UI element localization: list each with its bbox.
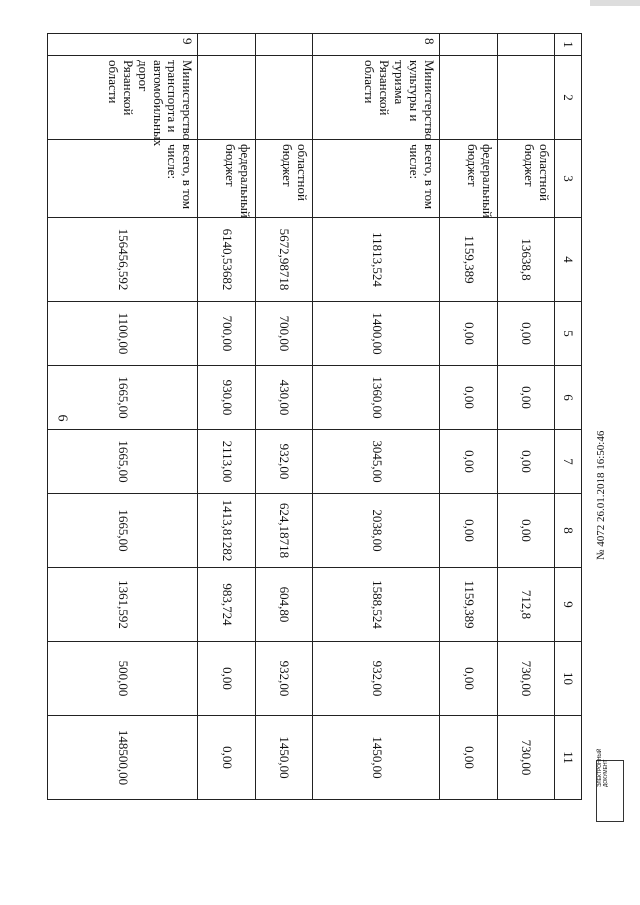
budget-table (47, 33, 582, 800)
organization-cell (255, 56, 312, 140)
header-cell-1: 1 (555, 34, 582, 56)
value-cell: 0,00 (497, 302, 554, 366)
value-cell: 0,00 (198, 716, 255, 800)
value-cell: 3045,00 (313, 430, 440, 494)
value-cell: 1665,00 (48, 366, 198, 430)
header-cell-5: 5 (555, 302, 582, 366)
page-number: 6 (54, 414, 70, 422)
value-cell: 1450,00 (313, 716, 440, 800)
value-cell: 983,724 (198, 568, 255, 642)
value-cell: 0,00 (440, 642, 497, 716)
value-cell: 1413,81282 (198, 494, 255, 568)
value-cell: 1159,389 (440, 568, 497, 642)
value-cell: 700,00 (198, 302, 255, 366)
header-cell-4: 4 (555, 218, 582, 302)
document-stamp-text: № 4072 26.01.2018 16:50:46 (595, 430, 607, 560)
table-row (497, 34, 554, 800)
funding-source-cell: областной бюджет (497, 140, 554, 218)
value-cell: 2113,00 (198, 430, 255, 494)
value-cell: 1588,524 (313, 568, 440, 642)
header-cell-9: 9 (555, 568, 582, 642)
value-cell: 712,8 (497, 568, 554, 642)
row-number (497, 34, 554, 56)
value-cell: 11813,524 (313, 218, 440, 302)
value-cell: 6140,53682 (198, 218, 255, 302)
value-cell: 932,00 (255, 642, 312, 716)
value-cell: 700,00 (255, 302, 312, 366)
value-cell: 0,00 (198, 642, 255, 716)
funding-source-cell: всего, в том числе: (313, 140, 440, 218)
value-cell: 0,00 (440, 302, 497, 366)
row-number: 8 (313, 34, 440, 56)
row-number (198, 34, 255, 56)
value-cell: 430,00 (255, 366, 312, 430)
logo-text: ЭЛЕКТРОННЫЙ ДОКУМЕНТ (597, 748, 609, 787)
value-cell: 730,00 (497, 642, 554, 716)
funding-source-cell: областной бюджет (255, 140, 312, 218)
table-row (255, 34, 312, 800)
value-cell: 13638,8 (497, 218, 554, 302)
value-cell: 0,00 (440, 716, 497, 800)
value-cell: 156456,592 (48, 218, 198, 302)
header-cell-6: 6 (555, 366, 582, 430)
organization-cell: Министерство транспорта и автомобильных дорог Рязанской области (48, 56, 198, 140)
organization-cell (440, 56, 497, 140)
value-cell: 0,00 (440, 430, 497, 494)
header-cell-2: 2 (555, 56, 582, 140)
value-cell: 1361,592 (48, 568, 198, 642)
header-cell-10: 10 (555, 642, 582, 716)
funding-source-cell: федеральный бюджет (440, 140, 497, 218)
funding-source-cell: федеральный бюджет (198, 140, 255, 218)
value-cell: 1450,00 (255, 716, 312, 800)
organization-cell (198, 56, 255, 140)
value-cell: 500,00 (48, 642, 198, 716)
value-cell: 0,00 (497, 430, 554, 494)
organization-cell: Министерство культуры и туризма Рязанской области (313, 56, 440, 140)
organization-cell (497, 56, 554, 140)
row-number (440, 34, 497, 56)
table-row (48, 34, 198, 800)
value-cell: 0,00 (497, 366, 554, 430)
value-cell: 730,00 (497, 716, 554, 800)
header-cell-7: 7 (555, 430, 582, 494)
value-cell: 624,18718 (255, 494, 312, 568)
value-cell: 2038,00 (313, 494, 440, 568)
table-row (440, 34, 497, 800)
value-cell: 1100,00 (48, 302, 198, 366)
electronic-document-logo (596, 748, 624, 822)
value-cell: 932,00 (313, 642, 440, 716)
value-cell: 0,00 (440, 494, 497, 568)
value-cell: 930,00 (198, 366, 255, 430)
table-row (198, 34, 255, 800)
value-cell: 1360,00 (313, 366, 440, 430)
row-number: 9 (48, 34, 198, 56)
value-cell: 1665,00 (48, 494, 198, 568)
value-cell: 604,80 (255, 568, 312, 642)
value-cell: 148500,00 (48, 716, 198, 800)
header-row (555, 34, 582, 800)
value-cell: 1400,00 (313, 302, 440, 366)
header-cell-11: 11 (555, 716, 582, 800)
header-cell-3: 3 (555, 140, 582, 218)
value-cell: 1665,00 (48, 430, 198, 494)
value-cell: 5672,98718 (255, 218, 312, 302)
table-row (313, 34, 440, 800)
funding-source-cell: всего, в том числе: (48, 140, 198, 218)
row-number (255, 34, 312, 56)
value-cell: 1159,389 (440, 218, 497, 302)
value-cell: 932,00 (255, 430, 312, 494)
value-cell: 0,00 (497, 494, 554, 568)
value-cell: 0,00 (440, 366, 497, 430)
header-cell-8: 8 (555, 494, 582, 568)
